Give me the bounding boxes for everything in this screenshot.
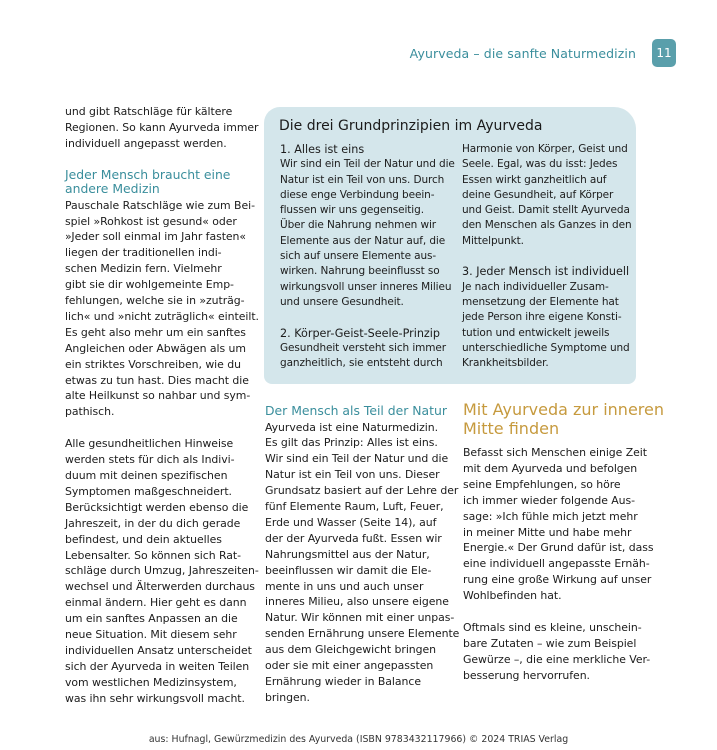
text-line: Natur. Wir können mit einer unpas- <box>265 611 455 625</box>
text-line: Gesundheit versteht sich immer <box>280 341 446 354</box>
text-line: Ernährung wieder in Balance <box>265 675 421 688</box>
text-line: sich der Ayurveda in weiten Teilen <box>65 659 250 673</box>
text-line: aus dem Gleichgewicht bringen <box>265 643 437 657</box>
text-line: Krankheitsbilder. <box>462 357 549 370</box>
text-line: Lebensalter. So können sich Rat- <box>65 548 241 562</box>
text-line: tution und entwickelt jeweils <box>462 326 610 339</box>
paragraph-energy <box>463 445 658 604</box>
text-line: Harmonie von Körper, Geist und <box>462 143 628 155</box>
text-line: oder sie mit einer angepassten <box>265 659 434 673</box>
text-line: den Menschen als Ganzes in den <box>462 219 632 232</box>
text-line: ganzheitlich, sie entsteht durch <box>280 357 443 370</box>
text-line: Wohlbefinden hat. <box>463 589 562 603</box>
text-line: Berücksichtigt werden ebenso die <box>65 500 249 514</box>
text-line: inneres Milieu, also unsere eigene <box>265 595 449 609</box>
text-line: und gibt Ratschläge für kältere <box>65 105 233 118</box>
text-line: Wir sind ein Teil der Natur und die <box>265 452 449 466</box>
text-line: senden Ernährung unsere Elemente <box>265 627 460 641</box>
principles-box-left-column <box>280 142 455 371</box>
section-heading-medicine <box>65 168 247 197</box>
principle-2-text-continued <box>462 142 630 249</box>
text-line: Seele. Egal, was du isst: Jedes <box>462 158 618 171</box>
text-line: mit dem Ayurveda und befolgen <box>463 461 638 475</box>
text-line: um ein sanftes Anpassen an die <box>65 612 238 626</box>
text-line: Jeder Mensch braucht eine <box>65 166 231 182</box>
text-line: Angleichen oder Abwägen als um <box>65 341 246 355</box>
principle-1-heading: 1. Alles ist eins <box>280 143 365 156</box>
text-line: Oftmals sind es kleine, unschein- <box>463 620 642 634</box>
text-line: Ayurveda ist eine Naturmedizin. <box>265 420 439 434</box>
paragraph-advice <box>65 198 259 421</box>
text-line: Essen wirkt ganzheitlich auf <box>462 173 607 186</box>
principle-2-heading: 2. Körper-Geist-Seele-Prinzip <box>280 326 441 340</box>
text-line: einmal ändern. Hier geht es dann <box>65 596 247 610</box>
text-line: bare Zutaten – wie zum Beispiel <box>463 636 637 650</box>
text-line: und unsere Gesundheit. <box>280 295 404 308</box>
principle-3-text <box>462 280 630 372</box>
footer-source: aus: Hufnagl, Gewürzmedizin des Ayurveda (ISBN 9783432117966) © 2024 TRIAS Verlag <box>148 734 569 745</box>
text-line: wirkungsvoll unser inneres Milieu <box>280 280 452 293</box>
text-line: Regionen. So kann Ayurveda immer <box>65 120 259 134</box>
text-line: sage: »Ich fühle mich jetzt mehr <box>463 509 638 523</box>
text-line: diese enge Verbindung beein- <box>280 188 435 201</box>
text-line: liegen der traditionellen indi- <box>65 246 222 260</box>
running-header: Ayurveda – die sanfte Naturmedizin <box>409 46 636 61</box>
text-line: pathisch. <box>65 405 115 419</box>
paragraph-nature <box>265 420 460 706</box>
text-line: neue Situation. Mit diesem sehr <box>65 628 237 642</box>
text-line: Jahreszeit, in der du dich gerade <box>65 516 241 530</box>
paragraph-spices <box>463 620 658 684</box>
text-line: schen Medizin fern. Vielmehr <box>65 262 222 276</box>
text-line: in meiner Mitte und habe mehr <box>463 525 632 539</box>
text-line: Elemente aus der Natur auf, die <box>280 234 446 247</box>
text-line: Alle gesundheitlichen Hinweise <box>65 437 234 451</box>
text-line: Grundsatz basiert auf der Lehre der <box>265 484 459 498</box>
text-line: Je nach individueller Zusam- <box>462 280 609 293</box>
text-line: der der Ayurveda fußt. Essen wir <box>265 531 442 545</box>
text-line: wechsel und Älterwerden durchaus <box>65 580 255 594</box>
text-line: Nahrungsmittel aus der Natur, <box>265 547 430 561</box>
text-line: ein striktes Vorschreiben, wie du <box>65 357 241 371</box>
text-line: Es gilt das Prinzip: Alles ist eins. <box>265 436 438 450</box>
text-line: beeinflussen wir damit die Ele- <box>265 563 432 577</box>
column-middle <box>265 403 460 706</box>
text-line: fünf Elemente Raum, Luft, Feuer, <box>265 500 444 514</box>
text-line: alte Heilkunst so nahbar und sym- <box>65 389 251 403</box>
text-line: lich« und »nicht zuträglich« einteilt. <box>65 309 259 323</box>
text-line: Mitte finden <box>463 419 560 438</box>
principles-box-right-column <box>462 142 630 371</box>
section-heading-nature: Der Mensch als Teil der Natur <box>265 403 447 418</box>
text-line: besserung hervorrufen. <box>463 668 590 682</box>
text-line: Symptomen maßgeschneidert. <box>65 484 232 498</box>
section-heading-inner-center <box>463 400 664 438</box>
text-line: individuellen Ansatz unterscheidet <box>65 643 252 657</box>
text-line: mente in uns und auch unser <box>265 579 424 593</box>
text-line: werden stets für dich als Indivi- <box>65 453 235 467</box>
text-line: rung eine große Wirkung auf unser <box>463 573 652 587</box>
text-line: vom westlichen Medizinsystem, <box>65 675 237 689</box>
text-line: wirken. Nahrung beeinflusst so <box>280 265 440 278</box>
page-number-badge: 11 <box>652 39 676 67</box>
text-line: Natur ist ein Teil von uns. Dieser <box>265 468 440 482</box>
text-line: flussen wir uns gegenseitig. <box>280 204 424 217</box>
text-line: schläge durch Umzug, Jahreszeiten- <box>65 564 259 578</box>
text-line: Natur ist ein Teil von uns. Durch <box>280 173 445 186</box>
text-line: sich auf unsere Elemente aus- <box>280 250 437 263</box>
text-line: gibt sie dir wohlgemeinte Emp- <box>65 278 234 292</box>
text-line: andere Medizin <box>65 181 160 197</box>
text-line: eine individuell angepasste Ernäh- <box>463 557 650 571</box>
text-line: und Geist. Damit stellt Ayurveda <box>462 204 630 217</box>
principle-1-text <box>280 157 455 310</box>
text-line: befindest, und dein aktuelles <box>65 532 222 546</box>
text-line: etwas zu tun hast. Dies macht die <box>65 373 249 387</box>
text-line: Es geht also mehr um ein sanftes <box>65 325 246 339</box>
intro-paragraph <box>65 104 259 152</box>
text-line: Mit Ayurveda zur inneren <box>463 400 664 419</box>
text-line: Erde und Wasser (Seite 14), auf <box>265 515 437 529</box>
principle-2-text <box>280 341 448 372</box>
column-left <box>65 104 259 707</box>
text-line: fehlungen, welche sie in »zuträg- <box>65 294 245 308</box>
principle-3-heading: 3. Jeder Mensch ist individuell <box>462 265 630 279</box>
text-line: bringen. <box>265 690 310 704</box>
text-line: was ihn sehr wirkungsvoll macht. <box>65 691 245 705</box>
principles-box-title: Die drei Grundprinzipien im Ayurveda <box>279 118 543 134</box>
text-line: spiel »Rohkost ist gesund« oder <box>65 214 237 228</box>
text-line: Über die Nahrung nehmen wir <box>280 219 436 232</box>
text-line: seine Empfehlungen, so höre <box>463 477 621 491</box>
column-right <box>463 400 664 684</box>
text-line: duum mit deinen spezifischen <box>65 469 228 482</box>
text-line: »Jeder soll einmal im Jahr fasten« <box>65 230 247 244</box>
text-line: individuell angepasst werden. <box>65 136 227 150</box>
text-line: mensetzung der Elemente hat <box>462 295 619 308</box>
text-line: unterschiedliche Symptome und <box>462 341 630 354</box>
text-line: Wir sind ein Teil der Natur und die <box>280 158 455 171</box>
text-line: jede Person ihre eigene Konsti- <box>462 311 622 324</box>
text-line: Pauschale Ratschläge wie zum Bei- <box>65 198 255 212</box>
text-line: deine Gesundheit, auf Körper <box>462 188 614 201</box>
text-line: Befasst sich Menschen einige Zeit <box>463 446 647 459</box>
text-line: Gewürze –, die eine merkliche Ver- <box>463 652 651 666</box>
text-line: Mittelpunkt. <box>462 234 524 247</box>
text-line: Energie.« Der Grund dafür ist, dass <box>463 541 654 555</box>
text-line: ich immer wieder folgende Aus- <box>463 493 636 507</box>
paragraph-individual <box>65 436 259 706</box>
